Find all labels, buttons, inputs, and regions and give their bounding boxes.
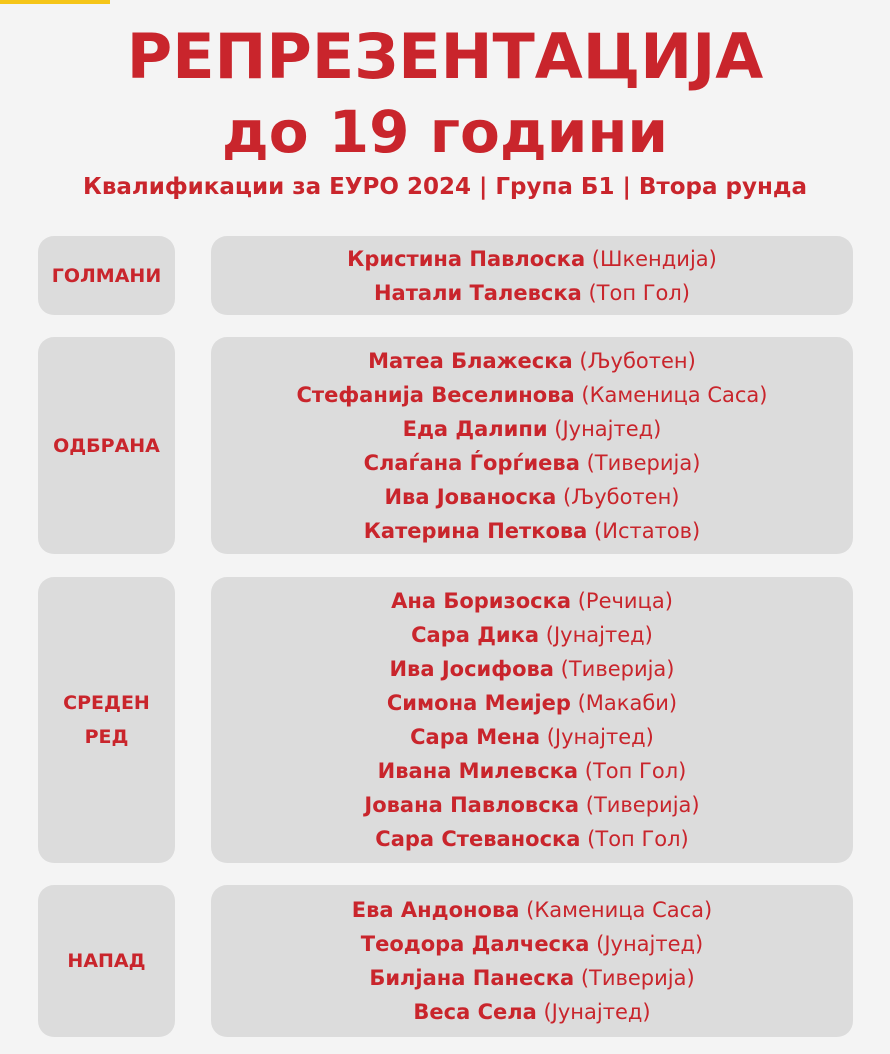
player-name: Билјана Панеска — [369, 966, 575, 990]
player-row — [389, 652, 674, 686]
player-club: (Тиверија) — [586, 450, 701, 475]
player-name: Катерина Петкова — [363, 518, 588, 543]
player-row — [364, 514, 701, 548]
player-club: (Макаби) — [577, 691, 678, 715]
player-club: (Љуботен) — [563, 484, 680, 509]
player-club: (Јунајтед) — [543, 1000, 651, 1024]
player-name: Кристина Павлоска — [347, 246, 586, 271]
player-row — [368, 344, 696, 378]
player-row — [403, 412, 662, 446]
player-name: Сара Стеваноска — [375, 827, 581, 851]
player-row — [375, 822, 688, 856]
player-club: (Шкендија) — [591, 246, 717, 271]
section-label: СРЕДЕН РЕД — [38, 577, 175, 863]
page-subtitle: Квалификации за ЕУРО 2024 | Група Б1 | Втора рунда — [83, 174, 807, 200]
player-name: Матеа Блажеска — [368, 348, 573, 373]
players-list — [211, 337, 853, 554]
player-club: (Каменица Саса) — [526, 898, 713, 922]
header — [0, 0, 890, 204]
player-name: Еда Далипи — [402, 416, 548, 441]
player-row — [369, 961, 694, 995]
player-name: Слаѓана Ѓорѓиева — [363, 450, 580, 475]
player-row — [384, 480, 679, 514]
section-label: ГОЛМАНИ — [38, 236, 175, 315]
player-name: Натали Талевска — [373, 280, 582, 305]
player-club: (Тиверија) — [585, 793, 700, 817]
players-list — [211, 885, 853, 1037]
player-club: (Љуботен) — [579, 348, 696, 373]
player-name: Ивана Милевска — [377, 759, 579, 783]
page-title-line2: до 19 години — [221, 98, 669, 166]
player-name: Ана Боризоска — [391, 589, 572, 613]
player-row — [413, 995, 650, 1029]
player-name: Ива Јованоска — [384, 484, 557, 509]
player-club: (Речица) — [577, 589, 673, 613]
player-club: (Тиверија) — [580, 966, 695, 990]
player-club: (Каменица Саса) — [581, 382, 768, 407]
player-row — [361, 927, 704, 961]
section-label: НАПАД — [38, 885, 175, 1037]
player-row — [378, 754, 687, 788]
players-list — [211, 577, 853, 863]
player-name: Веса Села — [413, 1000, 537, 1024]
player-club: (Јунајтед) — [554, 416, 662, 441]
player-name: Ива Јосифова — [389, 657, 554, 681]
section-defense — [38, 337, 853, 554]
player-name: Сара Дика — [411, 623, 540, 647]
player-name: Јована Павловска — [364, 793, 580, 817]
player-row — [411, 618, 653, 652]
player-row — [387, 686, 677, 720]
player-club: (Топ Гол) — [587, 827, 689, 851]
top-accent-bar — [0, 0, 110, 4]
player-row — [364, 446, 701, 480]
page-title: РЕПРЕЗЕНТАЦИЈА — [126, 20, 764, 93]
player-row — [391, 584, 673, 618]
player-row — [297, 378, 768, 412]
player-name: Симона Меијер — [386, 691, 571, 715]
player-club: (Јунајтед) — [545, 623, 653, 647]
section-goalkeepers — [38, 236, 853, 315]
player-name: Теодора Далческа — [360, 932, 590, 956]
player-name: Сара Мена — [410, 725, 541, 749]
player-name: Ева Андонова — [351, 898, 520, 922]
section-attack — [38, 885, 853, 1037]
player-club: (Топ Гол) — [584, 759, 687, 783]
player-name: Стефанија Веселинова — [296, 382, 575, 407]
player-club: (Топ Гол) — [588, 280, 690, 305]
player-club: (Истатов) — [594, 518, 701, 543]
player-row — [347, 242, 717, 276]
player-row — [410, 720, 654, 754]
player-club: (Јунајтед) — [596, 932, 704, 956]
player-row — [352, 893, 712, 927]
player-club: (Тиверија) — [560, 657, 675, 681]
section-label: ОДБРАНА — [38, 337, 175, 554]
player-club: (Јунајтед) — [546, 725, 654, 749]
player-row — [374, 276, 690, 310]
player-row — [364, 788, 699, 822]
players-list — [211, 236, 853, 315]
section-midfield — [38, 577, 853, 863]
